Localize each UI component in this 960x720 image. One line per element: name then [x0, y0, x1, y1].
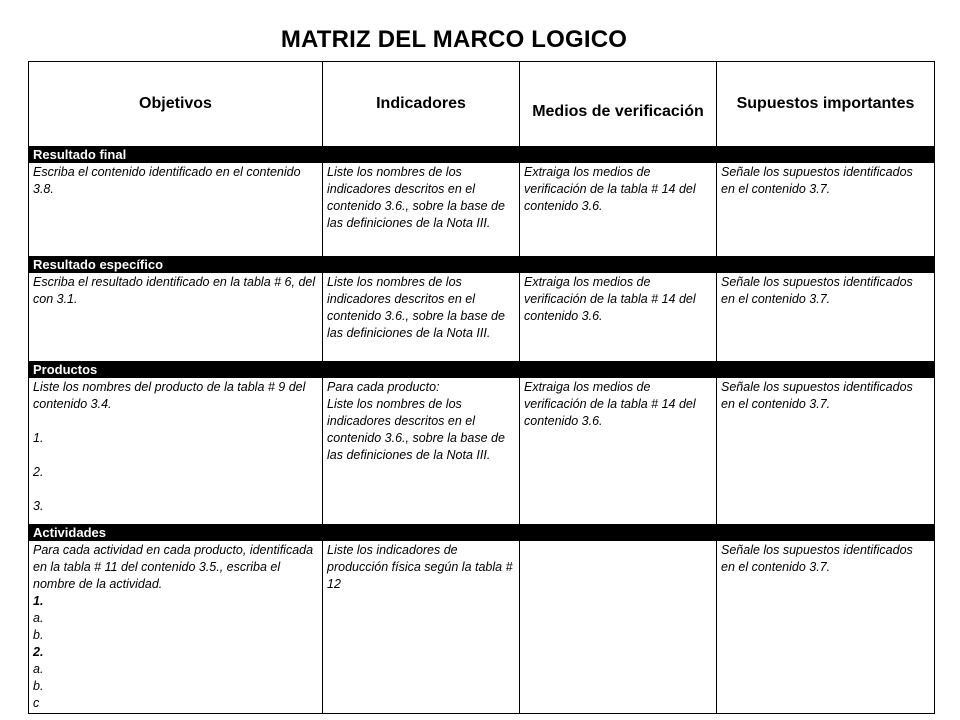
list-item: 3. [33, 499, 44, 513]
logframe-matrix [28, 61, 935, 714]
section-label: Actividades [29, 525, 935, 541]
section-resultado-final [29, 147, 935, 163]
header-objetivos: Objetivos [29, 62, 323, 147]
section-actividades [29, 525, 935, 541]
cell-intro: Liste los nombres del producto de la tabla # 9 del contenido 3.4. [33, 380, 306, 411]
table-row [29, 378, 935, 525]
header-medios: Medios de verificación [520, 62, 717, 147]
list-item: 1. [33, 431, 44, 445]
cell-objetivos [29, 541, 323, 714]
cell-objetivos [29, 378, 323, 525]
cell-supuestos: Señale los supuestos identificados en el contenido 3.7. [717, 541, 935, 714]
section-label: Productos [29, 362, 935, 378]
header-indicadores: Indicadores [323, 62, 520, 147]
cell-objetivos: Escriba el resultado identificado en la tabla # 6, del con 3.1. [29, 273, 323, 362]
cell-medios: Extraiga los medios de verificación de la tabla # 14 del contenido 3.6. [520, 273, 717, 362]
list-item: c [33, 696, 40, 710]
section-resultado-especifico [29, 257, 935, 273]
table-row [29, 163, 935, 257]
cell-medios [520, 541, 717, 714]
cell-indicadores [323, 378, 520, 525]
section-label: Resultado específico [29, 257, 935, 273]
cell-indicadores: Liste los indicadores de producción física según la tabla # 12 [323, 541, 520, 714]
list-item: 2. [33, 645, 44, 659]
cell-indicadores: Liste los nombres de los indicadores descritos en el contenido 3.6., sobre la base de las definiciones de la Nota III. [323, 273, 520, 362]
list-item: 2. [33, 465, 44, 479]
cell-intro: Para cada producto: [327, 380, 440, 394]
table-row [29, 273, 935, 362]
cell-indicadores: Liste los nombres de los indicadores descritos en el contenido 3.6., sobre la base de las definiciones de la Nota III. [323, 163, 520, 257]
list-item: a. [33, 662, 44, 676]
list-item: 1. [33, 594, 44, 608]
cell-medios: Extraiga los medios de verificación de la tabla # 14 del contenido 3.6. [520, 378, 717, 525]
list-item: b. [33, 679, 44, 693]
cell-medios: Extraiga los medios de verificación de la tabla # 14 del contenido 3.6. [520, 163, 717, 257]
cell-intro: Para cada actividad en cada producto, identificada en la tabla # 11 del contenido 3.5., escriba el nombre de la actividad. [33, 543, 314, 591]
cell-text: Liste los nombres de los indicadores descritos en el contenido 3.6., sobre la base de las definiciones de la Nota III. [327, 397, 505, 462]
cell-supuestos: Señale los supuestos identificados en el contenido 3.7. [717, 378, 935, 525]
cell-supuestos: Señale los supuestos identificados en el contenido 3.7. [717, 163, 935, 257]
section-productos [29, 362, 935, 378]
header-supuestos: Supuestos importantes [717, 62, 935, 147]
cell-supuestos: Señale los supuestos identificados en el contenido 3.7. [717, 273, 935, 362]
list-item: a. [33, 611, 44, 625]
list-item: b. [33, 628, 44, 642]
cell-objetivos: Escriba el contenido identificado en el contenido 3.8. [29, 163, 323, 257]
header-row [29, 62, 935, 147]
table-row [29, 541, 935, 714]
section-label: Resultado final [29, 147, 935, 163]
page-title: MATRIZ DEL MARCO LOGICO [280, 26, 628, 53]
